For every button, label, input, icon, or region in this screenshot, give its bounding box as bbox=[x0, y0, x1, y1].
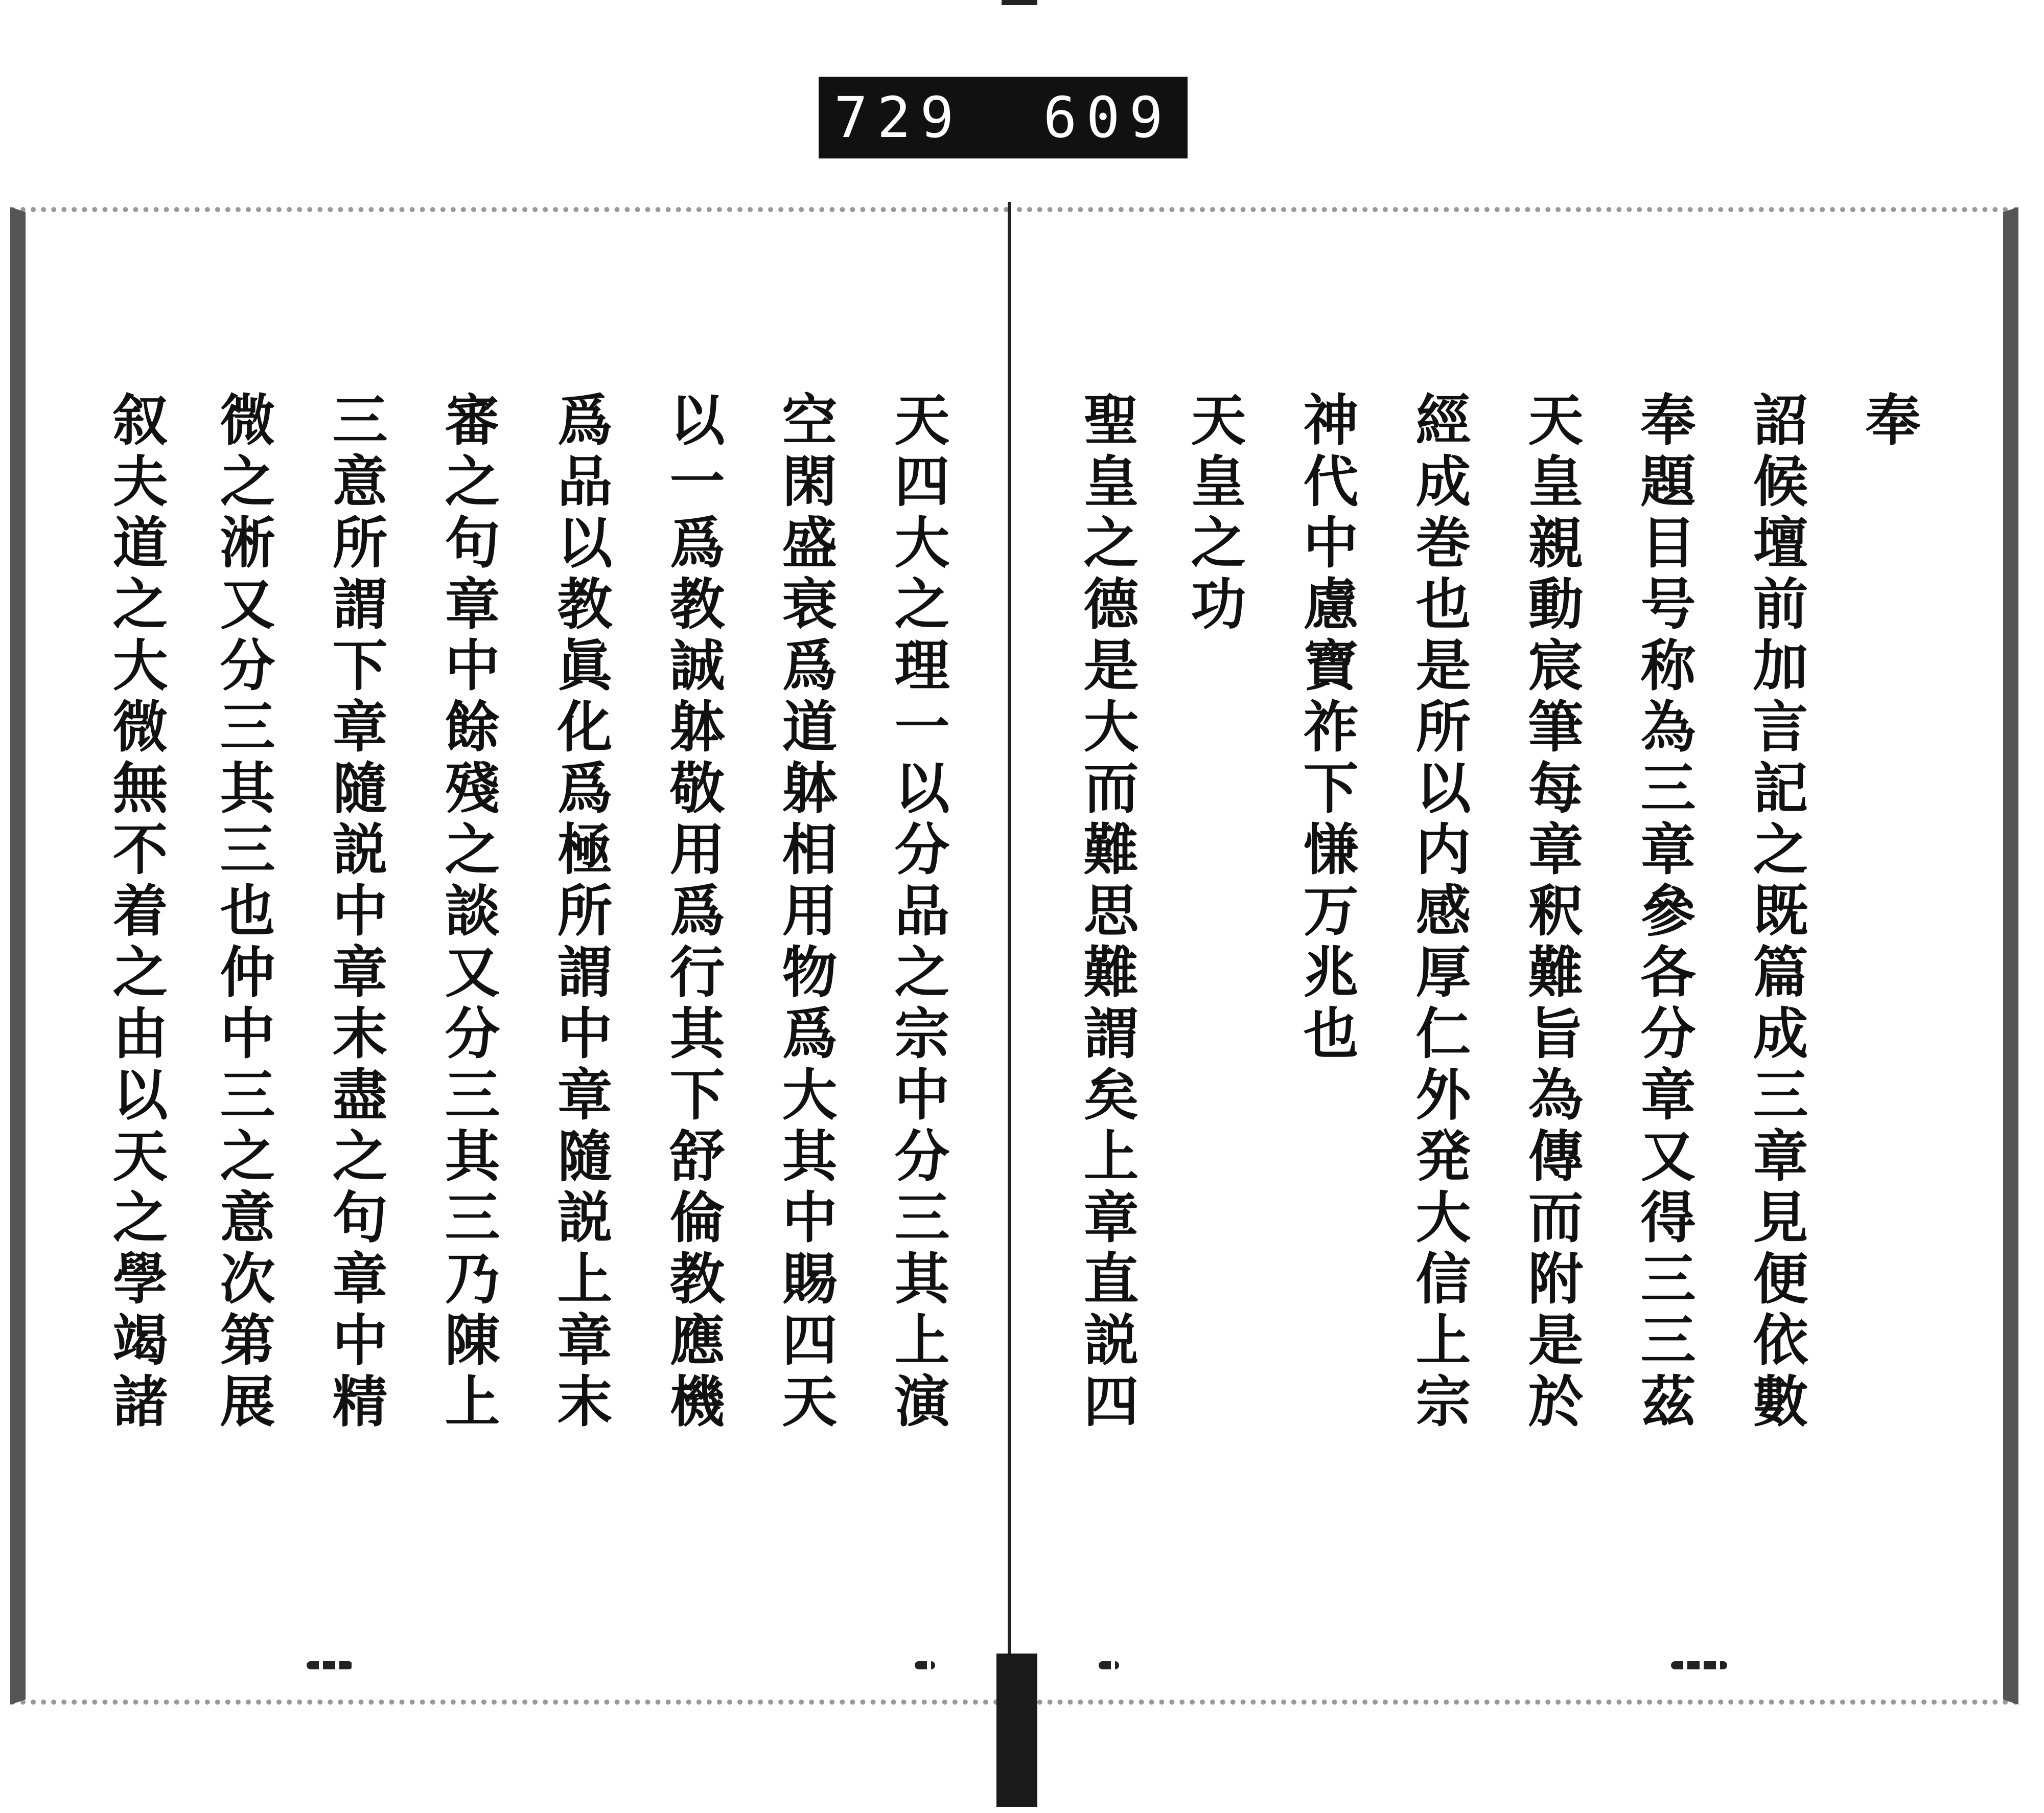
right-page-column-8: 聖皇之德是大而難思難謂矣上章直説四 bbox=[1074, 391, 1139, 1434]
right-page-column-6: 神代中慮寶祚下慊万兆也 bbox=[1294, 391, 1358, 1066]
right-page-column-5: 經成巻也是所以内感厚仁外発大信上宗 bbox=[1406, 391, 1471, 1434]
left-page-column-8: 叙夫道之大微無不着之由以天之學竭諸 bbox=[103, 391, 168, 1434]
left-page-column-3: 以一爲教誠躰敬用爲行其下舒倫教應機 bbox=[660, 391, 725, 1434]
ornament-left-page-left bbox=[307, 1661, 353, 1669]
right-page-column-7: 天皇之功 bbox=[1181, 391, 1246, 636]
left-page-column-6: 三意所謂下章隨説中章末盡之句章中精 bbox=[323, 391, 387, 1434]
binding-clip-bottom bbox=[996, 1654, 1037, 1807]
left-page-column-4: 爲品以教眞化爲極所謂中章隨説上章末 bbox=[548, 391, 612, 1434]
open-book bbox=[0, 197, 2044, 1720]
right-page-column-1: 奉 bbox=[1856, 391, 1920, 452]
ornament-right-page-left bbox=[1099, 1661, 1119, 1669]
ornament-left-page-right bbox=[915, 1661, 935, 1669]
right-page-column-4: 天皇親動宸筆每章釈難旨為傳而附是於 bbox=[1519, 391, 1583, 1434]
binding-clip-top bbox=[1002, 0, 1037, 5]
right-page-column-3: 奉題目号称為三章參各分章又得三三茲 bbox=[1631, 391, 1695, 1434]
left-page-column-5: 審之句章中餘殘之談又分三其三乃陳上 bbox=[435, 391, 500, 1434]
catalog-number-left: 729 bbox=[834, 85, 963, 150]
left-page-column-2: 空閑盛衰爲道躰相用物爲大其中賜四天 bbox=[773, 391, 837, 1434]
left-page-column-7: 微之淅又分三其三也仲中三之意次第展 bbox=[211, 391, 275, 1434]
right-page-column-2: 詔候壇前加言記之既篇成三章見便依數 bbox=[1744, 391, 1808, 1434]
ornament-right-page-right bbox=[1671, 1661, 1727, 1669]
left-page-column-1: 天四大之理一以分品之宗中分三其上演 bbox=[885, 391, 949, 1434]
catalog-number-right: 609 bbox=[1043, 85, 1172, 150]
catalog-label bbox=[819, 77, 1188, 158]
book-gutter bbox=[1008, 202, 1011, 1715]
